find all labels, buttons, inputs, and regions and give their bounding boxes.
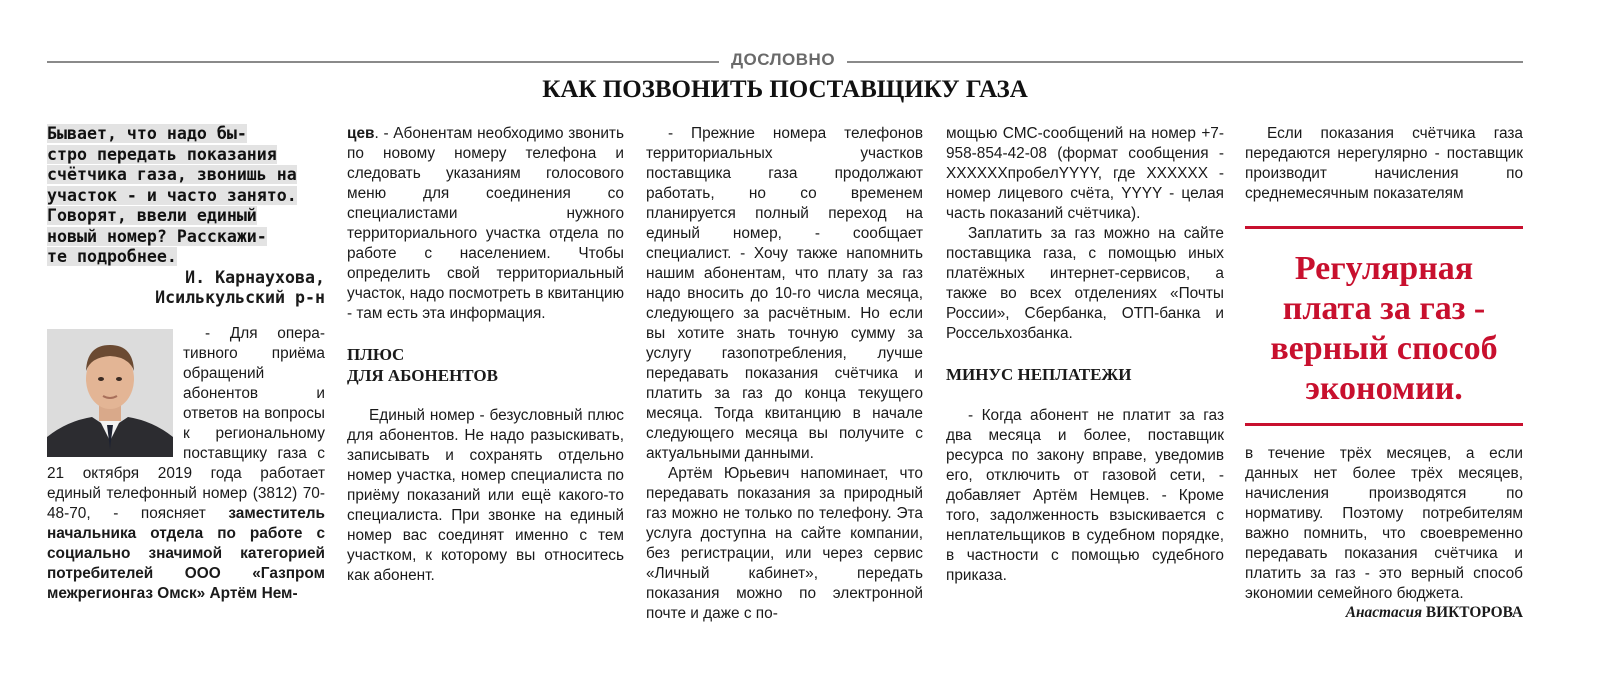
question-author-district: Исилькульский р-н [155,288,325,307]
reader-question [47,124,325,268]
pull-quote-line: плата за газ - [1282,290,1486,327]
article-paragraph: Заплатить за газ можно на сайте поставщика газа, с помощью иных платёжных интернет-сервисов, а также во всех отделениях «Почты России», Сбербанка, ОТП-банка и Россельхозбанка. [946,225,1224,342]
question-line: Говорят, ввели единый [47,206,257,225]
question-line: новый номер? Расскажи- [47,226,267,246]
article-byline [1245,604,1523,622]
question-line: участок - и часто занято. [47,185,297,205]
question-line: те подробнее. [47,247,177,266]
question-signature [47,268,325,309]
column-4 [946,124,1224,586]
subheading-minus: МИНУС НЕПЛАТЕЖИ [946,365,1132,384]
portrait-photo [47,329,173,457]
column-5 [1245,124,1523,622]
question-author-name: И. Карнаухова, [185,267,325,287]
article-paragraph: - Когда абонент не платит за газ два месяца и более, поставщик ресурса по закону вправе, уведомив его, отключить от газовой сети, - добавляет Артём Немцев. - Кроме того, задолженность взыскивается с неплательщиков в судебном порядке, в частности с помощью судебного приказа. [946,407,1224,584]
rubric-label: ДОСЛОВНО [730,50,836,69]
article-paragraph: Единый номер - безусловный плюс для абонентов. Не надо разыскивать, записывать и сохранять отдельно номер участка, номер специалиста по приёму показаний или ещё какого-то специалиста. При звонке на единый номер вас соединят именно с тем участком, к которому вы относитесь как абонент. [347,407,624,584]
rubric-rule-right [847,61,1523,63]
paragraph-text: - Для опера-тивного приёма обращений абонентов и ответов на вопросы к региональному поставщику газа с 21 октября 2019 года работает единый телефонный номер (3812) 70-48-70, - поясняет [47,324,325,522]
article-paragraph [347,124,624,324]
pull-quote [1245,249,1523,409]
paragraph-text: . - Абонентам необходимо звонить по новому номеру телефона и следовать указаниям голосового меню для соединения со специалистами нужного территориального участка отдела по работе с населением. Чтобы определить свой территориальный участок, надо посмотреть в квитанцию - там есть эта информация. [347,125,624,322]
pull-quote-line: экономии. [1305,370,1463,407]
article-paragraph: Артём Юрьевич напоминает, что передавать показания за природный газ можно не только по телефону. Эта услуга доступна на сайте компании, без регистрации, или через сервис «Личный кабинет», передать показания можно по электронной почте и даже с по- [646,465,923,622]
question-line: стро передать показания [47,144,277,164]
rubric-rule-left [47,61,719,63]
pull-quote-line: верный способ [1270,330,1498,367]
question-line: Бывает, что надо бы- [47,124,247,143]
byline-first-name: Анастасия [1345,604,1423,621]
byline-last-name: ВИКТОРОВА [1425,604,1523,621]
speaker-name-end: цев [347,125,375,142]
article-paragraph: Если показания счётчика газа передаются нерегулярно - поставщик производит начисления по среднемесячным показателям [1245,125,1523,202]
pull-quote-line: Регулярная [1294,250,1474,287]
column-3 [646,124,923,624]
subheading-line: ПЛЮС [347,345,405,364]
column-1 [47,124,325,604]
subheading-line: ДЛЯ АБОНЕНТОВ [347,366,498,385]
question-line: счётчика газа, звонишь на [47,165,297,184]
column-2 [347,124,624,586]
article-paragraph: - Прежние номера телефонов территориальных участков поставщика газа продолжают работать, но со временем планируется полный переход на единый номер, - сообщает специалист. - Хочу также напомнить нашим абонентам, что плату за газ надо вносить до 10-го числа месяца, следующего за расчётным. Но если вы хотите знать точную сумму за услугу газопотребления, лучше передавать показания счётчика и платить за газ до конца текущего месяца. Тогда квитанцию в начале следующего месяца вы получите с актуальными данными. [646,125,923,462]
article-paragraph: мощью СМС-сообщений на номер +7-958-854-42-08 (формат сообщения - XXXXXXпробелYYYY, где XXXXXX - номер лицевого счёта, YYYY - целая часть показаний счётчика). [946,125,1224,222]
article-headline: КАК ПОЗВОНИТЬ ПОСТАВЩИКУ ГАЗА [542,76,1028,103]
speaker-title: заместитель начальника отдела по работе с социально значимой категорией потребителей ООО «Газпром межрегионгаз Омск» Артём Нем- [47,504,325,602]
subheading-plus [347,344,624,386]
article-paragraph: в течение трёх месяцев, а если данных нет более трёх месяцев, начисления производятся по нормативу. Поэтому потребителям важно помнить, что своевременно передавать показания счётчика и платить за газ - это верный способ экономии семейного бюджета. [1245,445,1523,602]
